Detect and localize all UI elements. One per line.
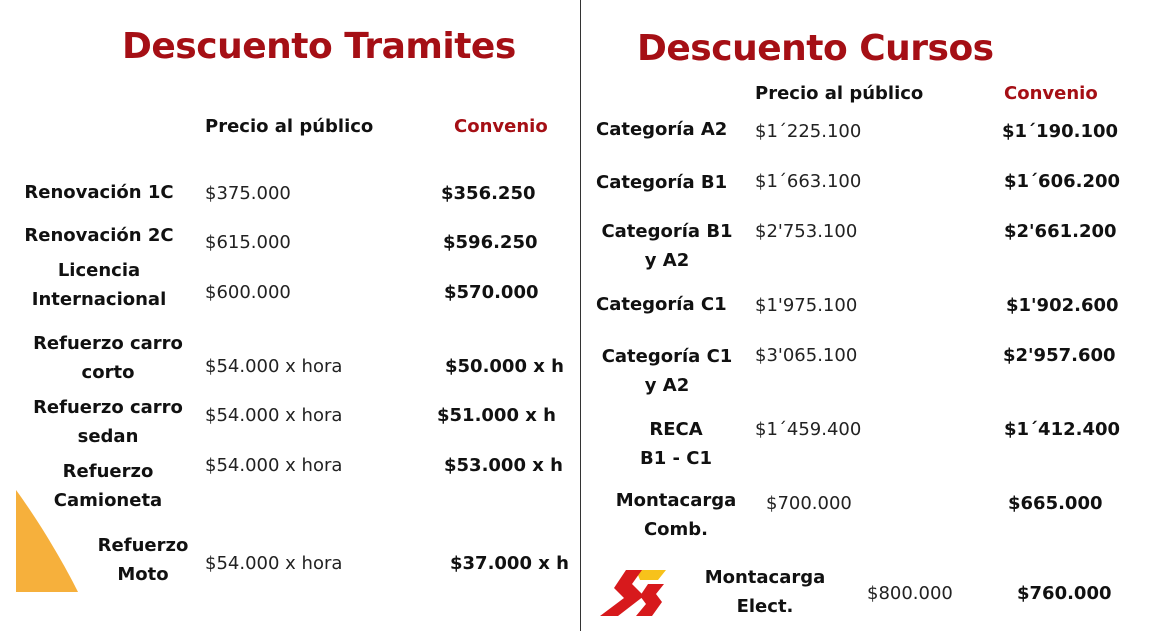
right-row-label: RECA B1 - C1 xyxy=(640,419,712,469)
left-row-label: Refuerzo Camioneta xyxy=(53,461,163,511)
right-row-convenio: $1´412.400 xyxy=(1004,419,1121,440)
left-header-convenio: Convenio xyxy=(454,116,548,137)
left-row-label: Refuerzo carro corto xyxy=(33,333,183,383)
left-row-label: Licencia Internacional xyxy=(31,260,167,310)
left-row-price: $615.000 xyxy=(205,232,291,253)
right-row-label: Categoría C1 y A2 xyxy=(601,346,733,396)
left-row-convenio: $37.000 x h xyxy=(450,553,569,574)
right-row-convenio: $2'957.600 xyxy=(1003,345,1116,366)
right-row-convenio: $760.000 xyxy=(1017,583,1112,604)
left-row-price: $54.000 x hora xyxy=(205,356,343,377)
right-header-price: Precio al público xyxy=(755,83,924,104)
right-row-label: Categoría B1 xyxy=(596,172,728,193)
right-row-price: $3'065.100 xyxy=(755,345,858,366)
right-row-price: $2'753.100 xyxy=(755,221,858,242)
right-row-label: Montacarga Elect. xyxy=(704,567,826,617)
left-row-convenio: $356.250 xyxy=(441,183,536,204)
right-row-price: $1'975.100 xyxy=(755,295,858,316)
left-title: Descuento Tramites xyxy=(122,26,516,67)
left-row-convenio: $596.250 xyxy=(443,232,538,253)
left-row-convenio: $570.000 xyxy=(444,282,539,303)
left-row-label: Refuerzo Moto xyxy=(97,535,189,585)
right-title: Descuento Cursos xyxy=(637,28,994,69)
right-row-label: Categoría C1 xyxy=(596,294,727,315)
left-row-price: $600.000 xyxy=(205,282,291,303)
right-row-convenio: $1'902.600 xyxy=(1006,295,1119,316)
left-row-price: $54.000 x hora xyxy=(205,455,343,476)
left-row-label: Renovación 1C xyxy=(24,182,174,203)
right-row-convenio: $1´190.100 xyxy=(1002,121,1119,142)
left-row-convenio: $53.000 x h xyxy=(444,455,563,476)
right-row-price: $700.000 xyxy=(766,493,852,514)
left-row-convenio: $51.000 x h xyxy=(437,405,556,426)
right-row-price: $1´663.100 xyxy=(755,171,862,192)
right-row-convenio: $1´606.200 xyxy=(1004,171,1121,192)
left-row-label: Refuerzo carro sedan xyxy=(33,397,183,447)
left-row-label: Renovación 2C xyxy=(24,225,174,246)
column-divider xyxy=(580,0,581,631)
left-header-price: Precio al público xyxy=(205,116,374,137)
right-row-price: $800.000 xyxy=(867,583,953,604)
left-row-convenio: $50.000 x h xyxy=(445,356,564,377)
left-row-price: $375.000 xyxy=(205,183,291,204)
right-header-convenio: Convenio xyxy=(1004,83,1098,104)
right-row-label: Montacarga Comb. xyxy=(615,490,737,540)
left-row-price: $54.000 x hora xyxy=(205,553,343,574)
right-row-label: Categoría A2 xyxy=(596,119,728,140)
right-row-price: $1´225.100 xyxy=(755,121,862,142)
left-row-price: $54.000 x hora xyxy=(205,405,343,426)
right-row-label: Categoría B1 y A2 xyxy=(601,221,733,271)
right-row-price: $1´459.400 xyxy=(755,419,862,440)
sc-logo-icon xyxy=(596,566,668,618)
right-row-convenio: $665.000 xyxy=(1008,493,1103,514)
right-row-convenio: $2'661.200 xyxy=(1004,221,1117,242)
